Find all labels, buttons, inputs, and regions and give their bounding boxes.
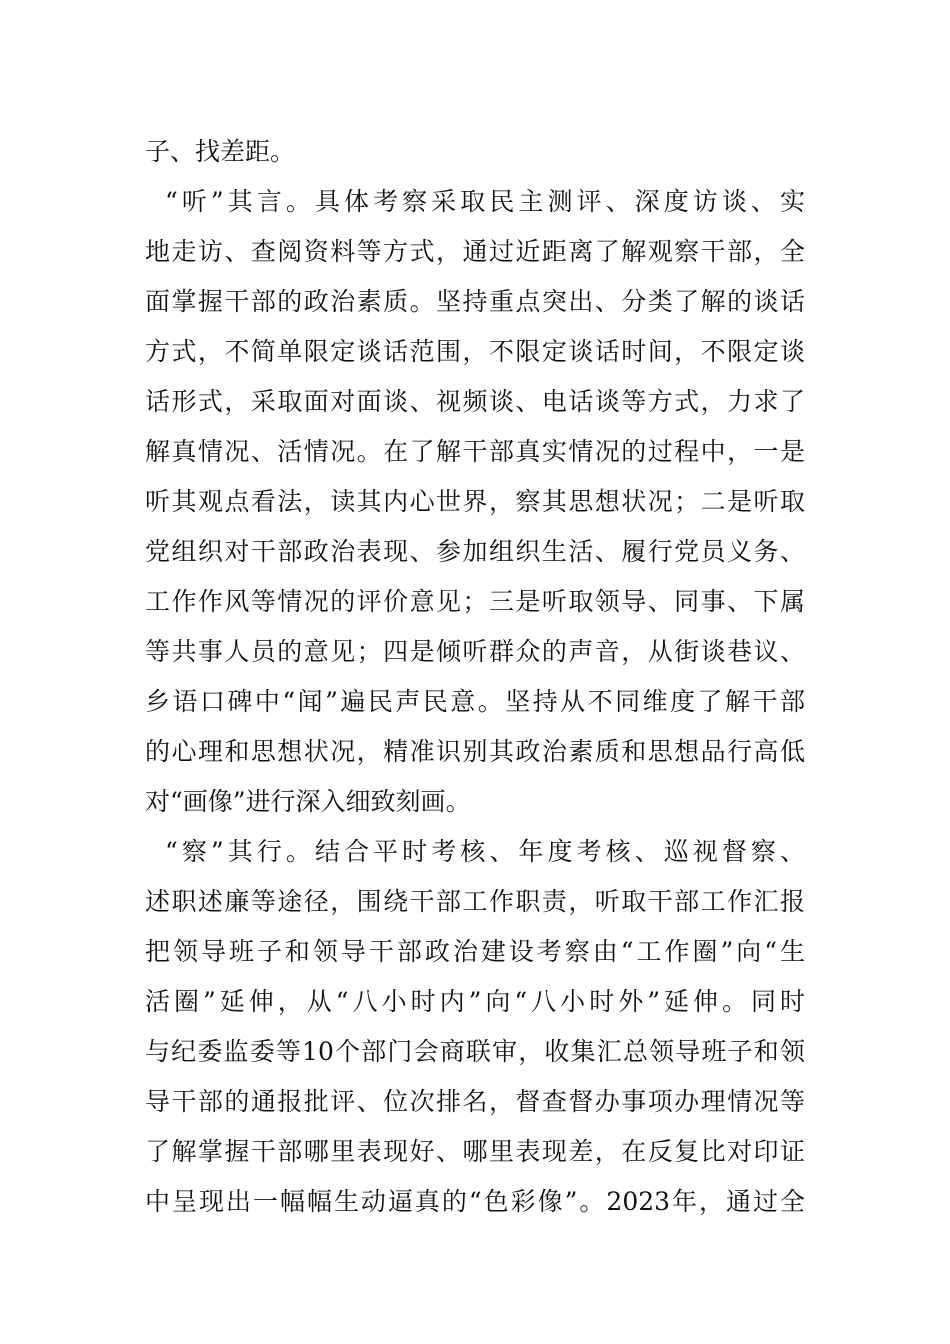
text-line: 导干部的通报批评、位次排名，督查督办事项办理情况等 [145,1087,805,1116]
text-line: 把领导班子和领导干部政治建设考察由“工作圈”向“生 [145,937,805,966]
text-line: 解真情况、活情况。在了解干部真实情况的过程中，一是 [145,437,805,466]
text-line: 乡语口碑中“闻”遍民声民意。坚持从不同维度了解干部 [145,687,805,716]
text-line: “察”其行。结合平时考核、年度考核、巡视督察、 [165,837,805,866]
text-line: 方式，不简单限定谈话范围，不限定谈话时间，不限定谈 [145,337,805,366]
text-line: 的心理和思想状况，精准识别其政治素质和思想品行高低 [145,737,805,766]
text-line: 地走访、查阅资料等方式，通过近距离了解观察干部，全 [145,237,805,266]
text-line: 听其观点看法，读其内心世界，察其思想状况；二是听取 [145,487,805,516]
text-line: 活圈”延伸，从“八小时内”向“八小时外”延伸。同时 [145,987,805,1016]
text-line: 面掌握干部的政治素质。坚持重点突出、分类了解的谈话 [145,287,805,316]
text-line: 话形式，采取面对面谈、视频谈、电话谈等方式，力求了 [145,387,805,416]
paragraph-listen [145,182,805,832]
text-line: 党组织对干部政治表现、参加组织生活、履行党员义务、 [145,537,805,566]
paragraph-continuation [145,132,805,182]
text-line: 了解掌握干部哪里表现好、哪里表现差，在反复比对印证 [145,1137,805,1166]
text-line: 对“画像”进行深入细致刻画。 [145,787,471,816]
text-line: 述职述廉等途径，围绕干部工作职责，听取干部工作汇报 [145,887,805,916]
document-body [145,132,805,1232]
text-line: 子、找差距。 [145,137,296,166]
text-line: 与纪委监委等10个部门会商联审，收集汇总领导班子和领 [145,1037,805,1066]
paragraph-observe [145,832,805,1232]
text-line: “听”其言。具体考察采取民主测评、深度访谈、实 [165,187,805,216]
text-line: 中呈现出一幅幅生动逼真的“色彩像”。2023年，通过全 [145,1187,805,1216]
text-line: 工作作风等情况的评价意见；三是听取领导、同事、下属 [145,587,805,616]
text-line: 等共事人员的意见；四是倾听群众的声音，从街谈巷议、 [145,637,805,666]
